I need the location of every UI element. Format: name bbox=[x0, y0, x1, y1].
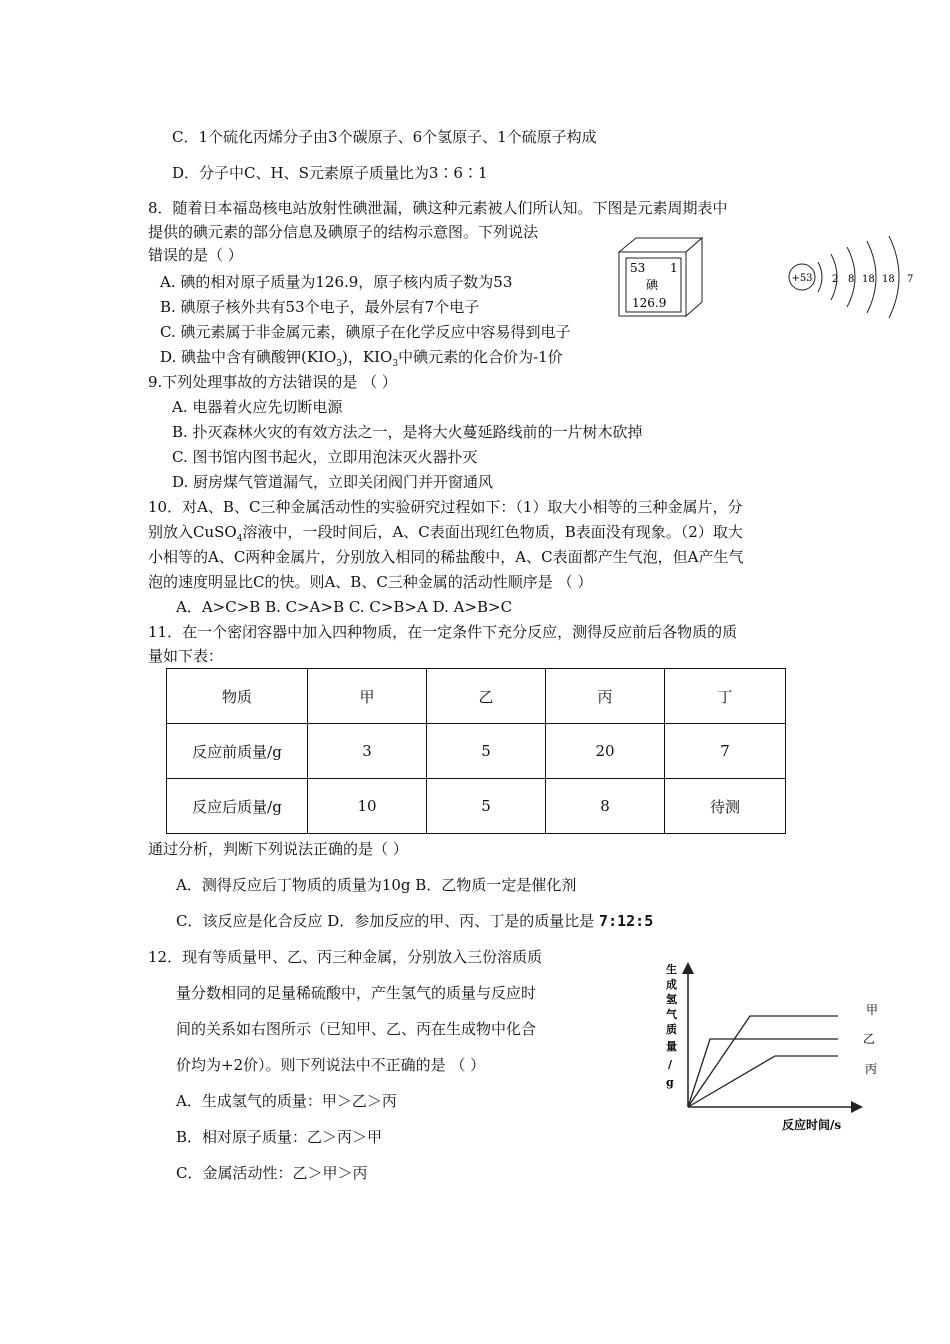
cell-count: 1 bbox=[670, 261, 678, 275]
q11-options-cd: C．该反应是化合反应 D．参加反应的甲、丙、丁是的质量比是 7:12:5 bbox=[176, 912, 654, 930]
series-label-jia: 甲 bbox=[866, 1003, 879, 1017]
table-cell: 3 bbox=[308, 724, 427, 779]
cell-atomic-number: 53 bbox=[630, 261, 646, 275]
q12-line3: 间的关系如右图所示（已知甲、乙、丙在生成物中化合 bbox=[176, 1020, 537, 1038]
shell-electrons: 18 bbox=[882, 274, 895, 285]
table-cell: 5 bbox=[427, 779, 546, 834]
hydrogen-time-graph bbox=[660, 955, 890, 1145]
q9-option-d: D. 厨房煤气管道漏气，立即关闭阀门并开窗通风 bbox=[172, 473, 494, 491]
table-cell: 反应前质量/g bbox=[167, 724, 308, 779]
q12-line2: 量分数相同的足量稀硫酸中，产生氢气的质量与反应时 bbox=[176, 984, 537, 1002]
cell-atomic-mass: 126.9 bbox=[632, 296, 667, 310]
y-axis-label bbox=[666, 962, 678, 1089]
q7-option-c: C．1个硫化丙烯分子由3个碳原子、6个氢原子、1个硫原子构成 bbox=[172, 128, 597, 146]
series-label-yi: 乙 bbox=[863, 1032, 876, 1046]
q8-stem-line3: 错误的是（ ） bbox=[148, 246, 243, 264]
table-cell: 7 bbox=[665, 724, 786, 779]
mass-ratio: 7:12:5 bbox=[599, 912, 654, 930]
shell-electrons: 2 bbox=[832, 274, 839, 285]
table-header-cell: 乙 bbox=[427, 669, 546, 724]
table-header-cell: 丙 bbox=[546, 669, 665, 724]
q9-option-c: C. 图书馆内图书起火，立即用泡沫灭火器扑灭 bbox=[172, 448, 478, 466]
svg-text:成: 成 bbox=[666, 978, 677, 991]
q11-line2: 量如下表： bbox=[148, 647, 224, 665]
iodine-element-cell bbox=[616, 234, 706, 320]
shell-arc bbox=[818, 262, 822, 292]
series-line-bing bbox=[688, 1056, 838, 1107]
table-row bbox=[167, 779, 786, 834]
q9-option-a: A. 电器着火应先切断电源 bbox=[172, 398, 343, 416]
q7-option-d: D．分子中C、H、S元素原子质量比为3∶6∶1 bbox=[172, 164, 488, 182]
q8-option-d: D. 碘盐中含有碘酸钾$(KIO_3)$，$KIO_3$中碘元素的化合价为-1价 bbox=[160, 348, 563, 369]
q11-options-ab: A．测得反应后丁物质的质量为10g B．乙物质一定是催化剂 bbox=[176, 876, 577, 894]
svg-text:质: 质 bbox=[666, 1023, 677, 1036]
table-header-cell: 物质 bbox=[167, 669, 308, 724]
svg-text:生: 生 bbox=[666, 963, 677, 976]
q10-line2: 别放入CuSO$_4$溶液中，一段时间后，A、C表面出现红色物质，B表面没有现象。（2）取大 bbox=[148, 523, 743, 544]
q9-option-b: B. 扑灭森林火灾的有效方法之一，是将大火蔓延路线前的一片树木砍掉 bbox=[172, 423, 643, 441]
table-cell: 待测 bbox=[665, 779, 786, 834]
cell-element-name: 碘 bbox=[646, 278, 659, 292]
table-row bbox=[167, 724, 786, 779]
x-axis-label: 反应时间/s bbox=[782, 1118, 842, 1132]
shell-electrons: 18 bbox=[862, 274, 875, 285]
q10-line3: 小相等的A、C两种金属片，分别放入相同的稀盐酸中，A、C表面都产生气泡，但A产生气 bbox=[148, 548, 744, 566]
series-label-bing: 丙 bbox=[865, 1062, 878, 1076]
q10-options: A．A>C>B B. C>A>B C. C>B>A D. A>B>C bbox=[176, 598, 513, 616]
table-cell: 5 bbox=[427, 724, 546, 779]
q8-stem-line2: 提供的碘元素的部分信息及碘原子的结构示意图。下列说法 bbox=[148, 223, 539, 241]
q12-line1: 12．现有等质量甲、乙、丙三种金属，分别放入三份溶质质 bbox=[148, 948, 543, 966]
q8-stem-line1: 8．随着日本福岛核电站放射性碘泄漏，碘这种元素被人们所认知。下图是元素周期表中 bbox=[148, 199, 728, 217]
svg-text:氢: 氢 bbox=[666, 993, 677, 1006]
q11-line1: 11．在一个密闭容器中加入四种物质，在一定条件下充分反应，测得反应前后各物质的质 bbox=[148, 623, 738, 641]
table-header-row bbox=[167, 669, 786, 724]
table-cell: 反应后质量/g bbox=[167, 779, 308, 834]
table-header-cell: 丁 bbox=[665, 669, 786, 724]
nucleus-charge: +53 bbox=[791, 273, 813, 284]
iodine-atom-structure bbox=[785, 232, 925, 324]
q11-after-table: 通过分析，判断下列说法正确的是（ ） bbox=[148, 840, 408, 858]
q8-option-a: A. 碘的相对原子质量为126.9，原子核内质子数为53 bbox=[160, 273, 513, 291]
table-cell: 8 bbox=[546, 779, 665, 834]
q9-stem: 9.下列处理事故的方法错误的是 （ ） bbox=[148, 373, 397, 391]
svg-text:g: g bbox=[666, 1076, 674, 1089]
q12-line4: 价均为+2价）。则下列说法中不正确的是 （ ） bbox=[176, 1056, 486, 1074]
table-header-cell: 甲 bbox=[308, 669, 427, 724]
q10-line4: 泡的速度明显比C的快。则A、B、C三种金属的活动性顺序是 （ ） bbox=[148, 573, 593, 591]
table-cell: 10 bbox=[308, 779, 427, 834]
q12-option-c: C．金属活动性：乙＞甲＞丙 bbox=[176, 1164, 368, 1182]
q8-option-c: C. 碘元素属于非金属元素，碘原子在化学反应中容易得到电子 bbox=[160, 323, 571, 341]
mass-table bbox=[166, 668, 786, 834]
shell-electrons: 7 bbox=[907, 274, 914, 285]
table-cell: 20 bbox=[546, 724, 665, 779]
svg-text:气: 气 bbox=[666, 1008, 677, 1021]
shell-electrons: 8 bbox=[848, 274, 855, 285]
svg-text:量: 量 bbox=[666, 1040, 677, 1053]
q10-line1: 10．对A、B、C三种金属活动性的实验研究过程如下：（1）取大小相等的三种金属片，分 bbox=[148, 498, 743, 516]
q8-option-b: B. 碘原子核外共有53个电子，最外层有7个电子 bbox=[160, 298, 480, 316]
svg-text:/: / bbox=[668, 1058, 673, 1071]
q12-option-a: A．生成氢气的质量：甲＞乙＞丙 bbox=[176, 1092, 397, 1110]
q12-option-b: B．相对原子质量：乙＞丙＞甲 bbox=[176, 1128, 383, 1146]
